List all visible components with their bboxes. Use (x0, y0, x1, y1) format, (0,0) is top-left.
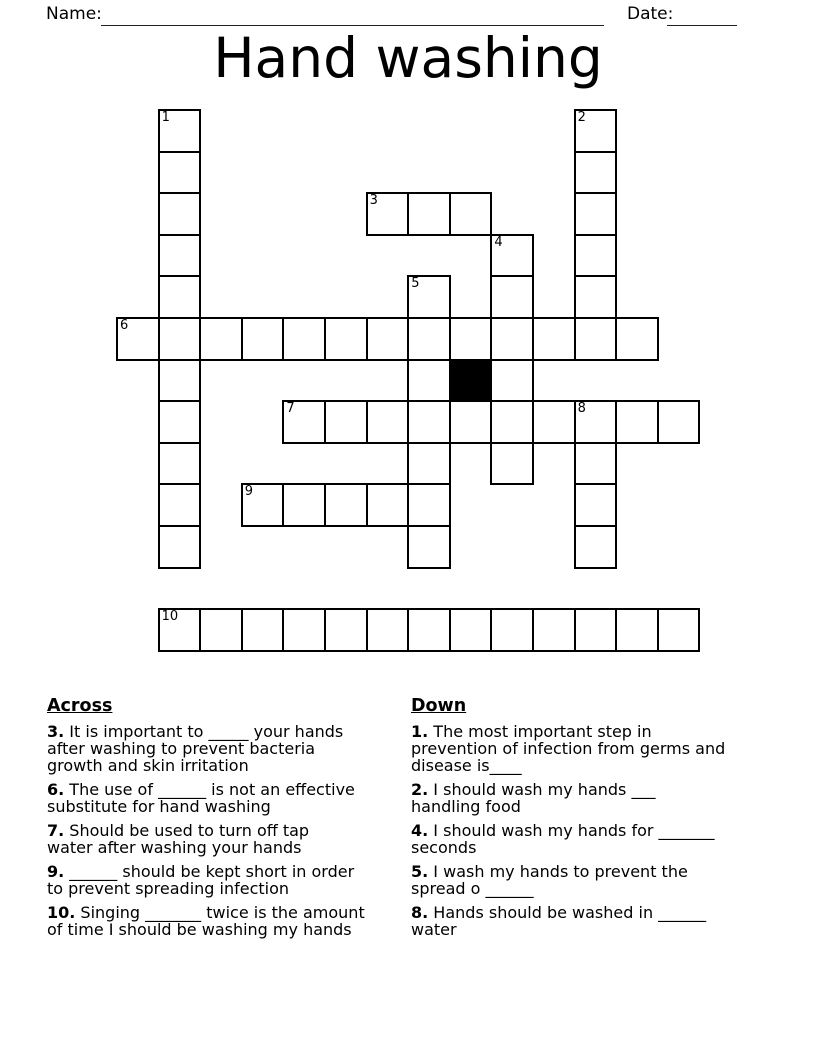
grid-cell[interactable] (282, 483, 326, 527)
grid-cell[interactable] (407, 525, 451, 569)
grid-cell[interactable] (615, 400, 659, 444)
clue-number: 9. (47, 862, 65, 881)
cell-number: 1 (161, 110, 170, 125)
cell-number: 4 (494, 234, 503, 250)
grid-cell[interactable] (407, 400, 451, 444)
across-clues-section (47, 697, 399, 945)
grid-cell[interactable] (158, 317, 202, 361)
grid-cell[interactable] (366, 400, 410, 444)
clue-number: 7. (47, 821, 65, 840)
grid-cell[interactable] (615, 608, 659, 652)
grid-cell[interactable] (158, 192, 202, 236)
grid-cell[interactable] (449, 192, 493, 236)
date-label: Date: (627, 4, 674, 24)
clue-number: 6. (47, 780, 65, 799)
grid-cell[interactable] (158, 400, 202, 444)
across-clue-list (47, 723, 399, 938)
clue-number: 1. (411, 722, 429, 741)
clue-item: 9. ______ should be kept short in order to prevent spreading infection (47, 862, 355, 898)
cell-number: 5 (411, 276, 420, 292)
clue-item: 7. Should be used to turn off tap water after washing your hands (47, 821, 310, 857)
grid-cell[interactable] (574, 234, 618, 278)
grid-cell[interactable] (657, 400, 701, 444)
grid-cell[interactable] (158, 483, 202, 527)
grid-cell[interactable] (158, 109, 202, 153)
grid-cell[interactable] (158, 525, 202, 569)
page-title: Hand washing (213, 26, 603, 90)
clue-item: 6. The use of ______ is not an effective substitute for hand washing (47, 780, 355, 816)
grid-cell[interactable] (199, 317, 243, 361)
grid-cell[interactable] (574, 192, 618, 236)
grid-cell[interactable] (574, 317, 618, 361)
clue-item: 1. The most important step in prevention of infection from germs and disease is____ (411, 722, 726, 775)
grid-cell[interactable] (532, 400, 576, 444)
cell-number: 6 (120, 318, 129, 333)
grid-cell[interactable] (574, 525, 618, 569)
grid-cell[interactable] (241, 608, 285, 652)
grid-cell[interactable] (490, 317, 534, 361)
clue-item: 2. I should wash my hands ___ handling food (411, 780, 656, 816)
grid-cell[interactable] (158, 608, 202, 652)
clue-number: 8. (411, 903, 429, 922)
grid-cell[interactable] (199, 608, 243, 652)
grid-cell[interactable] (407, 442, 451, 486)
grid-cell[interactable] (657, 608, 701, 652)
grid-cell[interactable] (407, 359, 451, 403)
across-heading: Across (47, 696, 113, 716)
grid-cell[interactable] (574, 400, 618, 444)
name-blank-line[interactable] (101, 9, 604, 26)
grid-cell[interactable] (615, 317, 659, 361)
clue-number: 2. (411, 780, 429, 799)
grid-cell[interactable] (574, 608, 618, 652)
clue-item: 3. It is important to _____ your hands after washing to prevent bacteria growth and skin irritation (47, 722, 344, 775)
clue-item: 10. Singing _______ twice is the amount of time I should be washing my hands (47, 903, 365, 939)
clue-number: 5. (411, 862, 429, 881)
grid-cell[interactable] (241, 317, 285, 361)
clue-number: 4. (411, 821, 429, 840)
clue-number: 10. (47, 903, 76, 922)
date-blank-line[interactable] (667, 9, 737, 26)
grid-cell[interactable] (324, 400, 368, 444)
grid-cell[interactable] (407, 608, 451, 652)
grid-cell[interactable] (449, 608, 493, 652)
grid-cell[interactable] (282, 608, 326, 652)
grid-cell[interactable] (407, 275, 451, 319)
grid-cell[interactable] (366, 317, 410, 361)
clue-item: 5. I wash my hands to prevent the spread o ______ (411, 862, 688, 898)
grid-cell[interactable] (532, 317, 576, 361)
grid-cell[interactable] (324, 483, 368, 527)
grid-cell[interactable] (282, 317, 326, 361)
grid-cell[interactable] (158, 359, 202, 403)
cell-number: 9 (244, 484, 254, 500)
grid-cell[interactable] (366, 483, 410, 527)
grid-cell[interactable] (241, 483, 285, 527)
cell-number: 8 (577, 401, 586, 417)
grid-cell[interactable] (158, 234, 202, 278)
grid-cell[interactable] (407, 317, 451, 361)
grid-cell[interactable] (490, 442, 534, 486)
cell-number: 2 (577, 110, 586, 125)
clue-item: 4. I should wash my hands for _______ seconds (411, 821, 715, 857)
grid-cell[interactable] (407, 483, 451, 527)
grid-cell[interactable] (490, 400, 534, 444)
grid-cell[interactable] (324, 608, 368, 652)
grid-cell[interactable] (324, 317, 368, 361)
cell-number: 10 (161, 609, 179, 625)
grid-cell[interactable] (116, 317, 160, 361)
grid-cell[interactable] (366, 608, 410, 652)
grid-cell[interactable] (574, 109, 618, 153)
grid-cell[interactable] (490, 608, 534, 652)
grid-cell[interactable] (158, 151, 202, 195)
cell-number: 7 (286, 401, 295, 417)
down-clues-section (411, 697, 783, 945)
grid-cell[interactable] (366, 192, 410, 236)
cell-number: 3 (369, 193, 378, 209)
grid-cell[interactable] (490, 234, 534, 278)
grid-cell[interactable] (532, 608, 576, 652)
grid-cell[interactable] (574, 483, 618, 527)
grid-cell[interactable] (490, 275, 534, 319)
clue-number: 3. (47, 722, 65, 741)
grid-cell[interactable] (574, 275, 618, 319)
grid-cell[interactable] (574, 442, 618, 486)
clue-item: 8. Hands should be washed in ______ water (411, 903, 707, 939)
grid-cell[interactable] (449, 400, 493, 444)
grid-cell[interactable] (449, 317, 493, 361)
grid-cell[interactable] (407, 192, 451, 236)
name-label: Name: (46, 4, 102, 24)
grid-cell[interactable] (282, 400, 326, 444)
grid-cell[interactable] (490, 359, 534, 403)
grid-cell[interactable] (574, 151, 618, 195)
grid-cell-black (449, 359, 493, 403)
down-heading: Down (411, 696, 467, 716)
grid-cell[interactable] (158, 442, 202, 486)
grid-cell[interactable] (158, 275, 202, 319)
down-clue-list (411, 723, 783, 938)
